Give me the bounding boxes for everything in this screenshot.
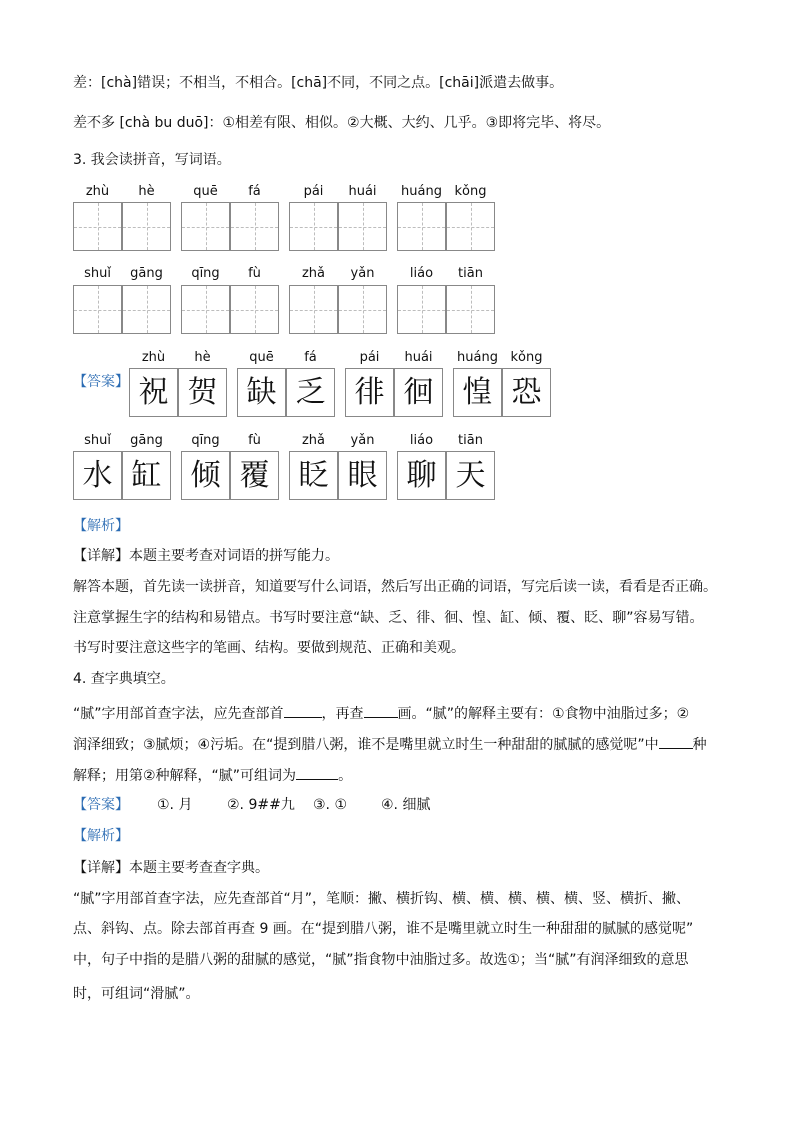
q4-text: 画。“腻”的解释主要有：①食物中油脂过多；②	[397, 706, 690, 722]
q3-paragraph-2: 注意掌握生字的结构和易错点。书写时要注意“缺、乏、徘、徊、惶、缸、倾、覆、眨、聊”容易写错。	[73, 610, 704, 626]
pinyin: huái	[404, 350, 433, 365]
pinyin: yǎn	[350, 433, 375, 448]
q3-paragraph-1: 解答本题，首先读一读拼音，知道要写什么词语，然后写出正确的词语，写完后读一读，看看是否正确。	[73, 579, 717, 595]
pinyin: huáng	[401, 184, 442, 199]
q4-detail: 【详解】本题主要考查查字典。	[73, 860, 269, 876]
answer-char: 乏	[286, 368, 335, 417]
writing-box[interactable]	[446, 202, 495, 251]
answer-pinyin-row-1	[129, 350, 559, 370]
answer-char: 惶	[453, 368, 502, 417]
q4-answer-2: ②. 9##九	[227, 797, 295, 813]
q4-explanation-4: 时，可组词“滑腻”。	[73, 986, 200, 1002]
q4-analysis-label: 【解析】	[73, 828, 129, 844]
writing-box[interactable]	[230, 285, 279, 334]
writing-box[interactable]	[397, 285, 446, 334]
pinyin: hè	[138, 184, 155, 199]
q4-sentence-1	[73, 703, 689, 724]
writing-box[interactable]	[122, 285, 171, 334]
q3-paragraph-3: 书写时要注意这些字的笔画、结构。要做到规范、正确和美观。	[73, 640, 465, 656]
pinyin: zhǎ	[301, 433, 326, 448]
text-line-chabuduo-meaning: 差不多 [chà bu duō]：①相差有限、相似。②大概、大约、几乎。③即将完毕、将尽。	[73, 115, 611, 131]
pinyin: zhù	[85, 184, 110, 199]
q4-text: “腻”字用部首查字法，应先查部首	[73, 706, 284, 722]
answer-char: 倾	[181, 451, 230, 500]
pinyin: gāng	[130, 266, 163, 281]
answer-char: 缸	[122, 451, 171, 500]
answer-char: 眨	[289, 451, 338, 500]
pinyin: shuǐ	[84, 433, 111, 448]
answer-pinyin-row-2	[73, 433, 503, 453]
pinyin-row-2	[73, 266, 503, 286]
question-4-title: 4. 查字典填空。	[73, 671, 175, 687]
writing-box[interactable]	[289, 285, 338, 334]
pinyin: qīng	[191, 433, 220, 448]
answer-char: 徘	[345, 368, 394, 417]
fill-blank-1[interactable]	[284, 703, 322, 718]
writing-box[interactable]	[397, 202, 446, 251]
answer-char: 徊	[394, 368, 443, 417]
pinyin: yǎn	[350, 266, 375, 281]
pinyin: fù	[248, 266, 261, 281]
answer-char: 贺	[178, 368, 227, 417]
fill-blank-2[interactable]	[364, 703, 398, 718]
pinyin: huáng	[457, 350, 498, 365]
q4-sentence-2	[73, 734, 707, 755]
pinyin: liáo	[409, 266, 434, 281]
pinyin: shuǐ	[84, 266, 111, 281]
pinyin: zhǎ	[301, 266, 326, 281]
pinyin: zhù	[141, 350, 166, 365]
answer-char: 眼	[338, 451, 387, 500]
writing-box[interactable]	[446, 285, 495, 334]
q4-text: 种	[692, 737, 707, 753]
q4-answer-4: ④. 细腻	[381, 797, 431, 813]
pinyin: pái	[359, 350, 380, 365]
writing-box[interactable]	[338, 202, 387, 251]
q4-explanation-1: “腻”字用部首查字法，应先查部首“月”，笔顺：撇、横折钩、横、横、横、横、横、竖、横折、撇、	[73, 891, 691, 907]
pinyin: fù	[248, 433, 261, 448]
q4-text: ，再查	[321, 706, 364, 722]
question-3-title: 3. 我会读拼音，写词语。	[73, 152, 231, 168]
q4-answer-1: ①. 月	[157, 797, 193, 813]
fill-blank-4[interactable]	[296, 765, 338, 780]
writing-box[interactable]	[181, 202, 230, 251]
writing-box[interactable]	[181, 285, 230, 334]
q3-analysis-label: 【解析】	[73, 518, 129, 534]
pinyin: liáo	[409, 433, 434, 448]
pinyin: tiān	[458, 433, 483, 448]
q4-text: 解释；用第②种解释，“腻”可组词为	[73, 768, 297, 784]
q4-answer-label: 【答案】	[73, 797, 129, 813]
writing-box[interactable]	[73, 285, 122, 334]
pinyin: gāng	[130, 433, 163, 448]
pinyin: qīng	[191, 266, 220, 281]
answer-label: 【答案】	[73, 374, 129, 390]
answer-char: 祝	[129, 368, 178, 417]
pinyin-row-1	[73, 184, 503, 204]
pinyin: hè	[194, 350, 211, 365]
answer-char: 恐	[502, 368, 551, 417]
text-line-cha-meaning: 差：[chà]错误；不相当，不相合。[chā]不同，不同之点。[chāi]派遣去做事。	[73, 75, 564, 91]
answer-char: 缺	[237, 368, 286, 417]
answer-char: 覆	[230, 451, 279, 500]
pinyin: tiān	[458, 266, 483, 281]
pinyin: pái	[303, 184, 324, 199]
pinyin: fá	[304, 350, 317, 365]
q4-explanation-3: 中，句子中指的是腊八粥的甜腻的感觉，“腻”指食物中油脂过多。故选①；当“腻”有润泽细致的意思	[73, 952, 689, 968]
fill-blank-3[interactable]	[659, 734, 693, 749]
q4-text: 。	[338, 768, 353, 784]
q4-text: 润泽细致；③腻烦；④污垢。在“提到腊八粥，谁不是嘴里就立时生一种甜甜的腻腻的感觉呢”中	[73, 737, 659, 753]
pinyin: quē	[249, 350, 274, 365]
writing-box[interactable]	[230, 202, 279, 251]
writing-box[interactable]	[122, 202, 171, 251]
pinyin: kǒng	[510, 350, 543, 365]
q4-explanation-2: 点、斜钩、点。除去部首再查 9 画。在“提到腊八粥，谁不是嘴里就立时生一种甜甜的腻腻的感觉呢”	[73, 921, 694, 937]
answer-char: 水	[73, 451, 122, 500]
pinyin: fá	[248, 184, 261, 199]
writing-box[interactable]	[338, 285, 387, 334]
pinyin: huái	[348, 184, 377, 199]
writing-box[interactable]	[289, 202, 338, 251]
q4-sentence-3	[73, 765, 352, 786]
q3-detail: 【详解】本题主要考查对词语的拼写能力。	[73, 548, 339, 564]
writing-box[interactable]	[73, 202, 122, 251]
answer-char: 天	[446, 451, 495, 500]
q4-answer-3: ③. ①	[313, 797, 348, 813]
pinyin: kǒng	[454, 184, 487, 199]
answer-char: 聊	[397, 451, 446, 500]
pinyin: quē	[193, 184, 218, 199]
